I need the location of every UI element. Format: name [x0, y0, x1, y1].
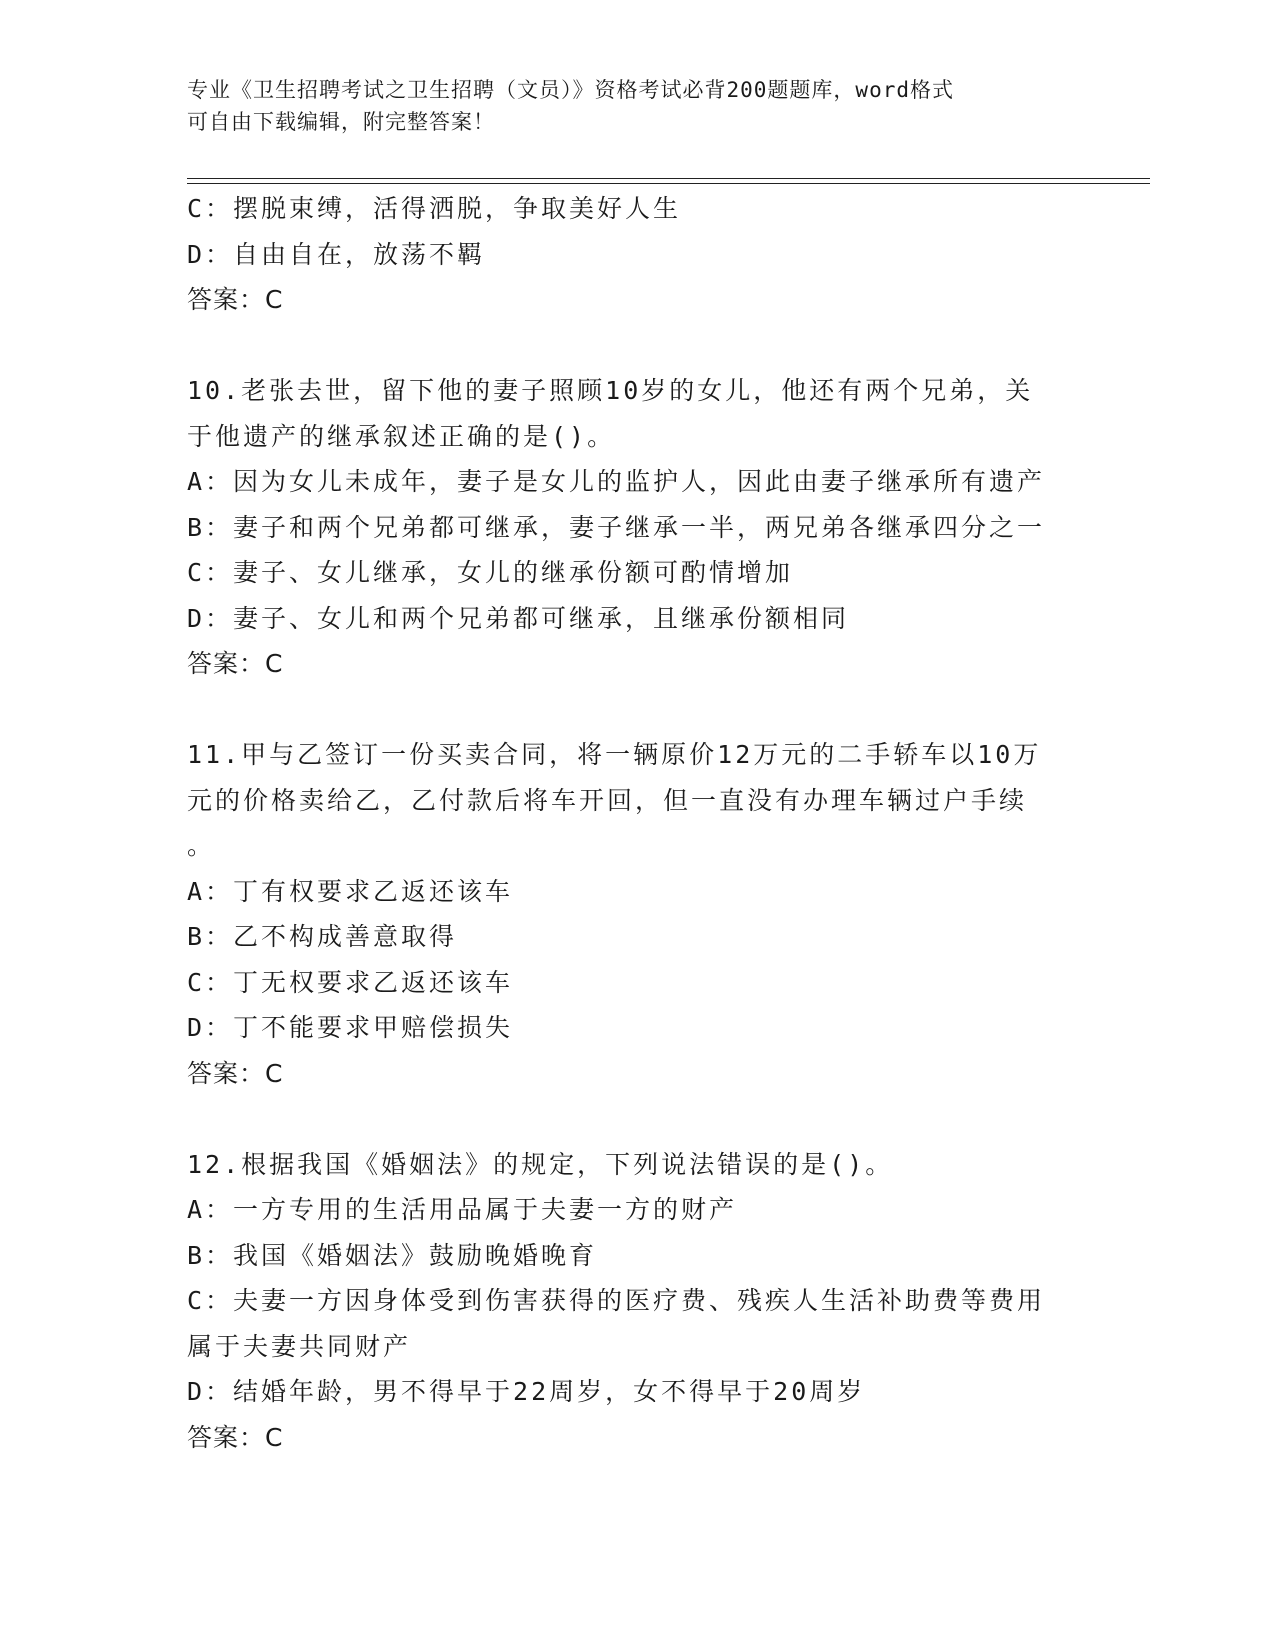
q12-option-c-line-1: C：夫妻一方因身体受到伤害获得的医疗费、残疾人生活补助费等费用: [187, 1286, 1046, 1315]
header-rule-top: [187, 178, 1150, 179]
header-line-1: 专业《卫生招聘考试之卫生招聘（文员）》资格考试必背200题题库，word格式: [187, 78, 954, 102]
q10-option-c: C：妻子、女儿继承，女儿的继承份额可酌情增加: [187, 558, 794, 587]
q11-option-d: D：丁不能要求甲赔偿损失: [187, 1013, 514, 1042]
q11-option-a: A：丁有权要求乙返还该车: [187, 876, 514, 906]
spacer: [187, 687, 1087, 733]
q9-answer: 答案：C: [187, 285, 284, 314]
q11-option-c: C：丁无权要求乙返还该车: [187, 967, 514, 997]
document-body: [187, 186, 1087, 1460]
q12-option-b: B：我国《婚姻法》鼓励晚婚晚育: [187, 1240, 598, 1270]
q11-answer: 答案：C: [187, 1058, 284, 1088]
q10-answer: 答案：C: [187, 649, 284, 678]
q10-option-a: A：因为女儿未成年，妻子是女儿的监护人，因此由妻子继承所有遗产: [187, 467, 1046, 496]
q9-option-c: C：摆脱束缚，活得洒脱，争取美好人生: [187, 194, 682, 223]
q11-stem-line-1: 11.甲与乙签订一份买卖合同，将一辆原价12万元的二手轿车以10万: [187, 740, 1042, 769]
header-rule-bottom: [187, 183, 1150, 184]
q10-stem-line-1: 10.老张去世，留下他的妻子照顾10岁的女儿，他还有两个兄弟，关: [187, 376, 1034, 405]
question-9: [187, 186, 1087, 323]
q12-stem-line-1: 12.根据我国《婚姻法》的规定，下列说法错误的是()。: [187, 1149, 894, 1179]
q10-stem-line-2: 于他遗产的继承叙述正确的是()。: [187, 421, 616, 451]
q11-stem-line-3: 。: [187, 831, 216, 860]
q11-stem-line-2: 元的价格卖给乙，乙付款后将车开回，但一直没有办理车辆过户手续: [187, 785, 1028, 815]
q10-option-b: B：妻子和两个兄弟都可继承，妻子继承一半，两兄弟各继承四分之一: [187, 512, 1046, 542]
q10-option-d: D：妻子、女儿和两个兄弟都可继承，且继承份额相同: [187, 603, 850, 633]
q12-option-c-line-2: 属于夫妻共同财产: [187, 1331, 412, 1361]
q9-option-d: D：自由自在，放荡不羁: [187, 239, 486, 269]
q11-option-b: B：乙不构成善意取得: [187, 922, 458, 951]
question-11: [187, 732, 1087, 1096]
q12-option-d: D：结婚年龄，男不得早于22周岁，女不得早于20周岁: [187, 1377, 866, 1406]
spacer: [187, 1096, 1087, 1142]
q12-option-a: A：一方专用的生活用品属于夫妻一方的财产: [187, 1195, 738, 1224]
document-header: [187, 74, 1087, 138]
question-12: [187, 1142, 1087, 1461]
header-line-2: 可自由下载编辑，附完整答案！: [187, 110, 495, 134]
q12-answer: 答案：C: [187, 1422, 284, 1452]
spacer: [187, 323, 1087, 369]
question-10: [187, 368, 1087, 687]
